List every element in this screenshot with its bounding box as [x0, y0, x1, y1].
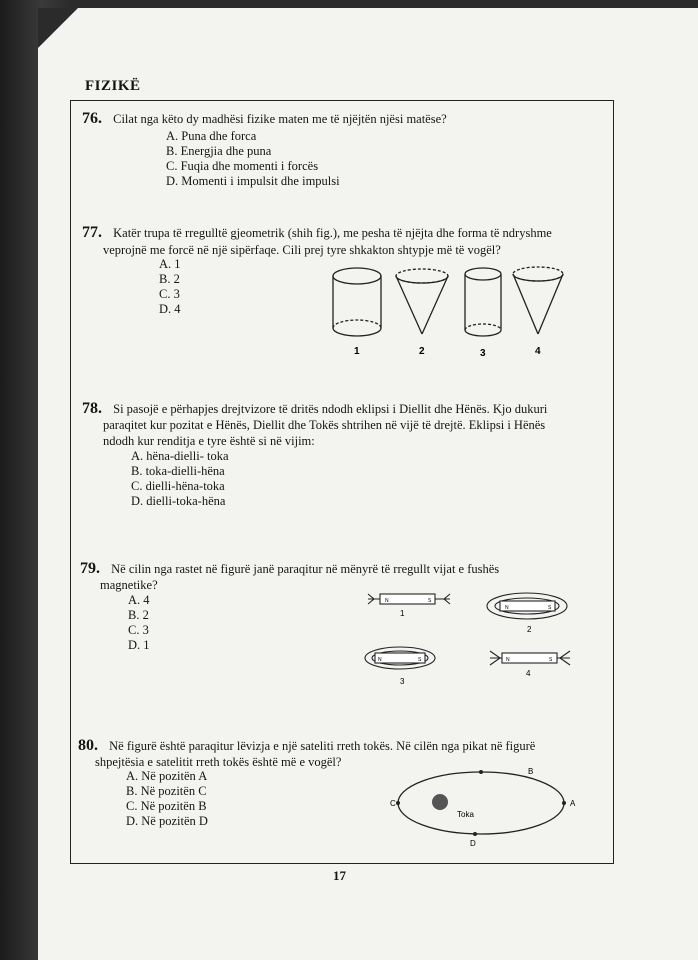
- magnet-3: [365, 647, 435, 669]
- cone-4: [513, 267, 563, 334]
- options-78: [131, 449, 229, 509]
- cylinder-1: [333, 268, 381, 336]
- question-78-line3: ndodh kur renditja e tyre është si në vijim:: [103, 434, 315, 448]
- orbit-ellipse: [398, 772, 564, 834]
- figure-label-2: 2: [419, 346, 425, 357]
- options-76: [166, 129, 340, 189]
- geometric-bodies-figure: [325, 262, 575, 362]
- question-80: [78, 738, 535, 754]
- option-c[interactable]: C. Në pozitën B: [126, 799, 207, 813]
- option-b[interactable]: B. toka-dielli-hëna: [131, 464, 225, 478]
- earth-icon: [432, 794, 448, 810]
- point-c-marker: [396, 801, 400, 805]
- option-c[interactable]: C. Fuqia dhe momenti i forcës: [166, 159, 319, 173]
- pole-s: S: [428, 598, 432, 604]
- figure-label-3: 3: [480, 348, 486, 359]
- question-number: 80.: [78, 737, 98, 754]
- question-78: [82, 401, 547, 417]
- question-number: 78.: [82, 400, 102, 417]
- option-c[interactable]: C. 3: [159, 287, 180, 301]
- question-77-line2: veprojnë me forcë në një sipërfaqe. Cili prej tyre shkakton shtypje më të vogël?: [103, 243, 501, 257]
- point-b-label: B: [528, 767, 534, 776]
- point-d-marker: [473, 832, 477, 836]
- question-text: Në cilin nga rastet në figurë janë paraqitur në mënyrë të rregullt vijat e fushës: [111, 562, 500, 576]
- magnet-label-3: 3: [400, 677, 405, 686]
- question-text: Katër trupa të rregulltë gjeometrik (shih fig.), me pesha të njëjta dhe forma të ndryshme: [113, 226, 552, 240]
- option-a[interactable]: A. Puna dhe forca: [166, 129, 257, 143]
- pole-s: S: [549, 657, 553, 663]
- question-79-line2: magnetike?: [100, 578, 158, 592]
- option-b[interactable]: B. Në pozitën C: [126, 784, 207, 798]
- option-b[interactable]: B. Energjia dhe puna: [166, 144, 272, 158]
- magnet-label-4: 4: [526, 669, 531, 678]
- point-b-marker: [479, 770, 483, 774]
- question-78-line2: paraqitet kur pozitat e Hënës, Diellit dhe Tokës shtrihen në vijë të drejtë. Eklipsi i Hënës: [103, 418, 546, 432]
- point-a-marker: [562, 801, 566, 805]
- question-77: [82, 225, 552, 241]
- question-number: 79.: [80, 560, 100, 577]
- option-d[interactable]: D. Momenti i impulsit dhe impulsi: [166, 174, 340, 188]
- options-77: [159, 257, 181, 317]
- question-number: 76.: [82, 110, 102, 127]
- figure-label-4: 4: [535, 346, 541, 357]
- point-c-label: C: [390, 799, 396, 808]
- pole-n: N: [385, 598, 389, 604]
- magnet-label-1: 1: [400, 609, 405, 618]
- pole-n: N: [378, 657, 382, 663]
- option-b[interactable]: B. 2: [159, 272, 180, 286]
- pole-s: S: [548, 605, 552, 611]
- subject-header: FIZIKË: [85, 78, 141, 94]
- options-80: [126, 769, 208, 829]
- point-d-label: D: [470, 839, 476, 848]
- question-text: Në figurë është paraqitur lëvizja e një sateliti rreth tokës. Në cilën nga pikat në figurë: [109, 739, 536, 753]
- options-79: [128, 593, 150, 653]
- page-number: 17: [333, 868, 346, 883]
- option-d[interactable]: D. 1: [128, 638, 150, 652]
- option-d[interactable]: D. Në pozitën D: [126, 814, 208, 828]
- pole-n: N: [506, 657, 510, 663]
- pole-n: N: [505, 605, 509, 611]
- question-76: [82, 111, 447, 127]
- cone-2: [396, 269, 448, 334]
- magnet-1: [368, 594, 450, 604]
- question-text: Cilat nga këto dy madhësi fizike maten me të njëjtën njësi matëse?: [113, 112, 447, 126]
- question-79: [80, 561, 499, 577]
- magnet-label-2: 2: [527, 625, 532, 634]
- option-a[interactable]: A. Në pozitën A: [126, 769, 208, 783]
- option-a[interactable]: A. 1: [159, 257, 181, 271]
- option-d[interactable]: D. dielli-toka-hëna: [131, 494, 226, 508]
- question-number: 77.: [82, 224, 102, 241]
- earth-label: Toka: [457, 810, 474, 819]
- option-c[interactable]: C. dielli-hëna-toka: [131, 479, 225, 493]
- question-text: Si pasojë e përhapjes drejtvizore të dritës ndodh eklipsi i Diellit dhe Hënës. Kjo dukuri: [113, 402, 548, 416]
- option-d[interactable]: D. 4: [159, 302, 181, 316]
- magnets-figure: [360, 584, 580, 689]
- satellite-orbit-figure: [390, 762, 590, 850]
- point-a-label: A: [570, 799, 576, 808]
- figure-label-1: 1: [354, 346, 360, 357]
- cylinder-3: [465, 268, 501, 336]
- pole-s: S: [418, 657, 422, 663]
- magnet-4: [490, 651, 570, 665]
- option-a[interactable]: A. hëna-dielli- toka: [131, 449, 229, 463]
- question-80-line2: shpejtësia e satelitit rreth tokës është më e vogël?: [95, 755, 342, 769]
- magnet-2: [487, 593, 567, 619]
- option-b[interactable]: B. 2: [128, 608, 149, 622]
- option-c[interactable]: C. 3: [128, 623, 149, 637]
- option-a[interactable]: A. 4: [128, 593, 150, 607]
